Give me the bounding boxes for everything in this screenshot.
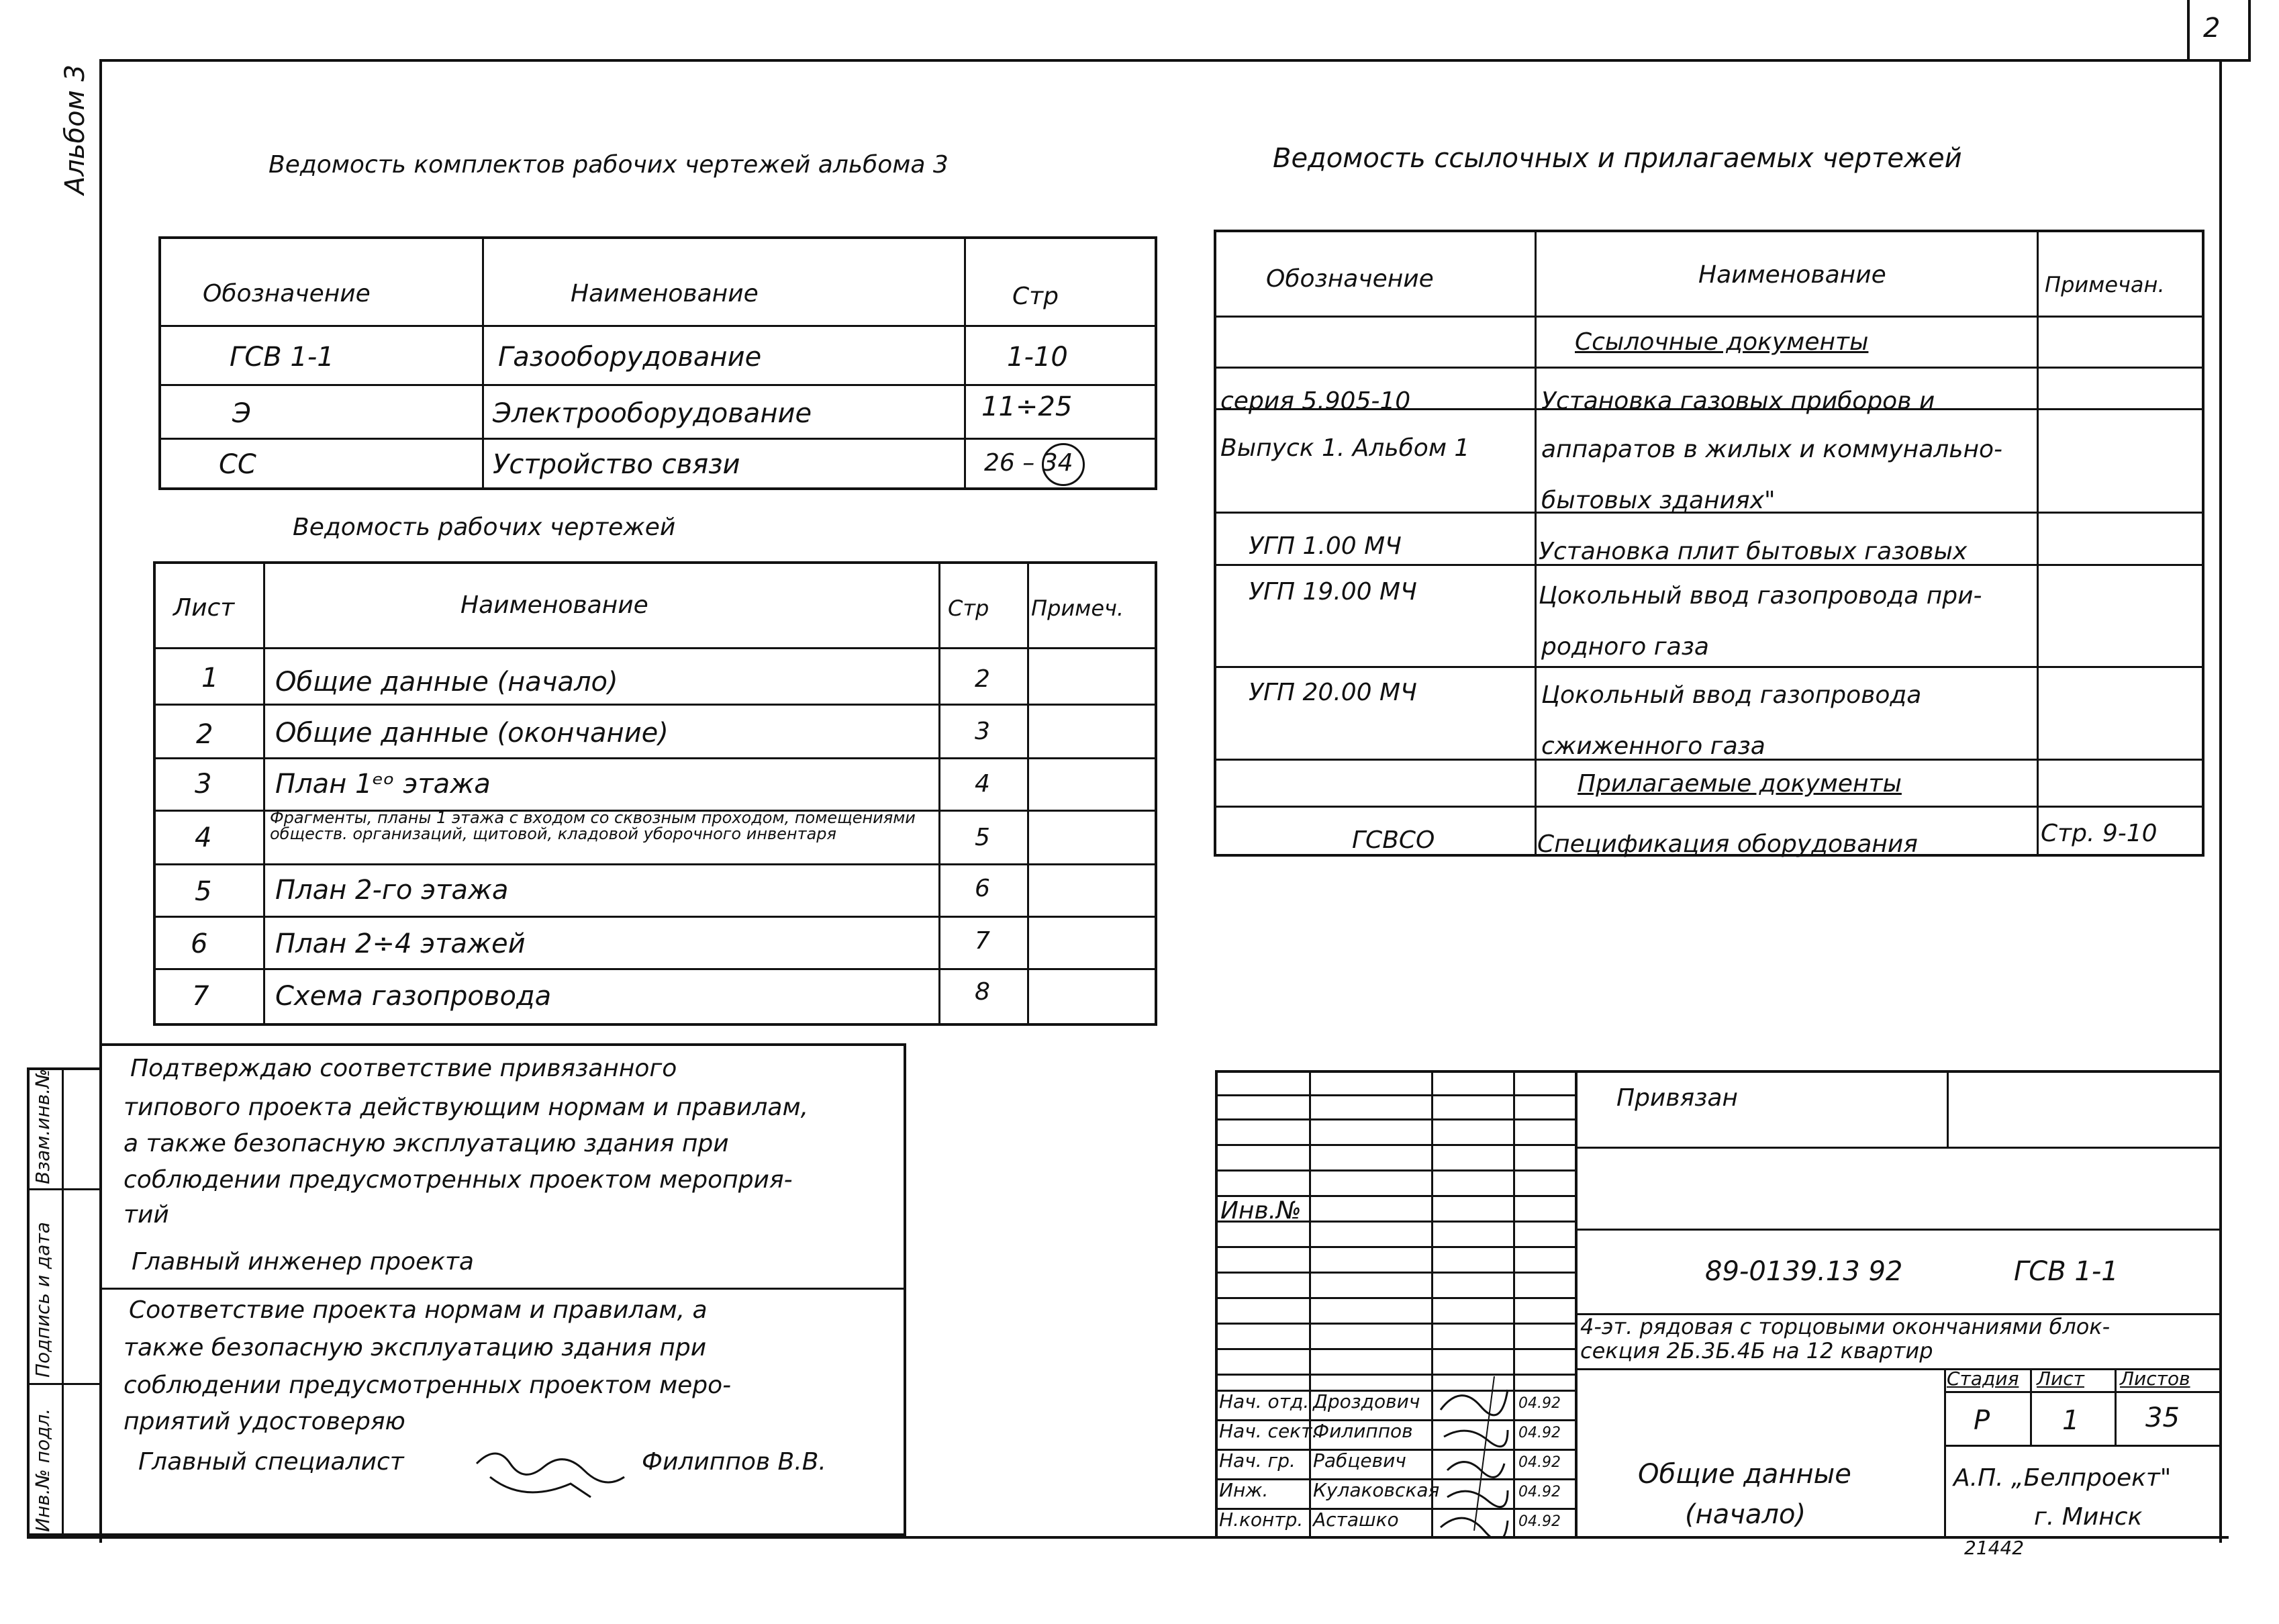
table3-cell: сжиженного газа — [1541, 732, 1765, 760]
table3-cell: Выпуск 1. Альбом 1 — [1220, 434, 1470, 462]
table1-cell: 26 – 34 — [984, 449, 1073, 477]
cert1-line: тий — [124, 1201, 169, 1229]
stage-header: Стадия — [1947, 1368, 2019, 1390]
table3-cell: Установка плит бытовых газовых — [1539, 538, 1968, 565]
table1-cell: 11÷25 — [981, 391, 1073, 422]
table2-cell: Общие данные (начало) — [275, 667, 618, 698]
table1-header-name: Наименование — [571, 280, 759, 307]
cert2-line: также безопасную эксплуатацию здания при — [124, 1334, 707, 1362]
signer-name: Асташко — [1313, 1509, 1399, 1531]
table2-cell: План 2÷4 этажей — [275, 928, 526, 959]
cert2-line: Соответствие проекта нормам и правилам, а — [129, 1296, 708, 1324]
cert2-signer-name: Филиппов В.В. — [642, 1448, 826, 1476]
privyazan-label: Привязан — [1616, 1084, 1738, 1112]
organization-name: А.П. „Белпроект" — [1953, 1464, 2172, 1492]
table2-cell: 1 — [201, 663, 219, 694]
table2-cell: Схема газопровода — [275, 981, 552, 1012]
table1-title: Ведомость комплектов рабочих чертежей альбома 3 — [269, 151, 949, 179]
circled-page-mark — [1042, 443, 1085, 486]
table1-cell: Э — [232, 398, 251, 429]
cert2-signer-title: Главный специалист — [138, 1448, 404, 1476]
signer-role: Нач. гр. — [1219, 1449, 1296, 1472]
side-stamp-inv: Инв.№ подл. — [32, 1408, 54, 1532]
table1-header-code: Обозначение — [203, 280, 371, 307]
signer-role: Нач. отд. — [1219, 1390, 1310, 1413]
table3-title: Ведомость ссылочных и прилагаемых чертежей — [1273, 143, 1962, 174]
signer-date: 04.92 — [1518, 1513, 1561, 1530]
table3-cell: Установка газовых приборов и — [1541, 387, 1935, 415]
cert1-signer: Главный инженер проекта — [132, 1248, 474, 1276]
signer-date: 04.92 — [1518, 1425, 1561, 1441]
sheets-header: Листов — [2120, 1368, 2190, 1390]
archive-number: 21442 — [1964, 1537, 2025, 1559]
table2-cell: 5 — [195, 876, 212, 907]
table2-cell: 6 — [191, 928, 208, 959]
table2-cell: 6 — [975, 875, 990, 902]
cert1-line: типового проекта действующим нормам и правилам, — [124, 1094, 809, 1121]
sheet-value: 1 — [2062, 1405, 2080, 1436]
table3-cell: Ссылочные документы — [1575, 328, 1869, 356]
table3-cell: Стр. 9-10 — [2041, 820, 2157, 847]
table3-header-name: Наименование — [1698, 261, 1886, 289]
table3-cell: Цокольный ввод газопровода — [1541, 681, 1922, 709]
sheets-value: 35 — [2145, 1402, 2180, 1433]
table3-cell: ГСВСО — [1352, 826, 1435, 854]
sheet-name: Общие данные — [1638, 1459, 1851, 1490]
table3-cell: Спецификация оборудования — [1537, 830, 1918, 858]
signer-role: Инж. — [1219, 1479, 1269, 1501]
table1-cell: Устройство связи — [493, 449, 740, 480]
album-label: Альбом 3 — [60, 64, 91, 195]
table3-cell: родного газа — [1541, 633, 1709, 661]
corner-number: 2 — [2203, 13, 2221, 44]
stage-value: Р — [1974, 1405, 1990, 1436]
sheet-header: Лист — [2037, 1368, 2084, 1390]
table2-cell: 7 — [975, 927, 990, 955]
signer-role: Н.контр. — [1219, 1509, 1304, 1531]
document-mark: ГСВ 1-1 — [2014, 1256, 2119, 1287]
table3-header-note: Примечан. — [2045, 272, 2165, 297]
table1-cell: Электрооборудование — [493, 398, 812, 429]
building-description: 4-эт. рядовая с торцовыми окончаниями блок- — [1580, 1314, 2111, 1339]
signer-name: Рабцевич — [1313, 1449, 1406, 1472]
document-code: 89-0139.13 92 — [1705, 1256, 1903, 1287]
table2-cell: Фрагменты, планы 1 этажа с входом со сквозным проходом, помещениями обществ. организаций, щитовой, кладовой уборочного инвентаря — [270, 810, 916, 843]
signer-date: 04.92 — [1518, 1395, 1561, 1412]
table2-header-note: Примеч. — [1031, 595, 1124, 621]
building-description: секция 2Б.3Б.4Б на 12 квартир — [1580, 1338, 1933, 1364]
handwritten-signature — [470, 1437, 631, 1511]
table3-cell: бытовых зданиях" — [1541, 487, 1776, 514]
table1-cell: Газооборудование — [498, 342, 762, 373]
table3-cell: аппаратов в жилых и коммунально- — [1541, 436, 2003, 463]
cert2-line: приятий удостоверяю — [124, 1408, 405, 1435]
inv-no-label: Инв.№ — [1220, 1197, 1302, 1225]
sheet-name: (начало) — [1685, 1499, 1806, 1530]
table1-cell: СС — [219, 449, 256, 480]
cert1-line: соблюдении предусмотренных проектом мероприя- — [124, 1166, 793, 1194]
table2-cell: 2 — [196, 719, 213, 750]
table1-cell: 1-10 — [1007, 342, 1068, 373]
table3-cell: Прилагаемые документы — [1578, 770, 1902, 798]
signer-name: Кулаковская — [1313, 1479, 1440, 1501]
table2-title: Ведомость рабочих чертежей — [293, 514, 676, 541]
table1-header-page: Стр — [1012, 283, 1059, 310]
cert2-line: соблюдении предусмотренных проектом меро- — [124, 1372, 732, 1399]
cert1-line: а также безопасную эксплуатацию здания при — [124, 1130, 729, 1157]
table1-cell: ГСВ 1-1 — [230, 342, 334, 373]
table2-cell: 4 — [975, 770, 990, 798]
side-stamp-replace: Взам.инв.№ — [32, 1068, 54, 1184]
table2-cell: 7 — [192, 981, 209, 1012]
table2-cell: План 1ᵉᵒ этажа — [275, 769, 491, 800]
signer-role: Нач. сект. — [1219, 1420, 1318, 1442]
organization-city: г. Минск — [2034, 1503, 2143, 1531]
signer-name: Дроздович — [1313, 1390, 1420, 1413]
side-stamp-sign: Подпись и дата — [32, 1222, 54, 1378]
table2-header-name: Наименование — [460, 591, 648, 619]
table3-cell: УГП 20.00 МЧ — [1249, 679, 1417, 706]
table3-cell: серия 5.905-10 — [1220, 387, 1411, 415]
frame-bottom-line — [27, 1536, 2229, 1539]
table2-cell: 3 — [195, 769, 212, 800]
table2-cell: Общие данные (окончание) — [275, 718, 669, 749]
stamp-signatures — [1434, 1370, 1514, 1537]
table2-header-page: Стр — [948, 595, 989, 621]
table3-cell: УГП 1.00 МЧ — [1249, 532, 1402, 560]
table3-header-code: Обозначение — [1266, 265, 1434, 293]
table2-cell: 2 — [975, 665, 990, 693]
table3-cell: УГП 19.00 МЧ — [1249, 578, 1417, 606]
signer-name: Филиппов — [1313, 1420, 1413, 1442]
table2-cell: План 2-го этажа — [275, 875, 509, 906]
table2-header-sheet: Лист — [173, 594, 235, 622]
table3-cell: Цокольный ввод газопровода при- — [1539, 582, 1982, 610]
cert1-line: Подтверждаю соответствие привязанного — [130, 1055, 677, 1082]
table2-cell: 5 — [975, 824, 990, 851]
table2-cell: 8 — [975, 978, 990, 1006]
signer-date: 04.92 — [1518, 1484, 1561, 1500]
signer-date: 04.92 — [1518, 1454, 1561, 1471]
table2-cell: 4 — [195, 822, 212, 853]
table2-cell: 3 — [975, 718, 990, 745]
